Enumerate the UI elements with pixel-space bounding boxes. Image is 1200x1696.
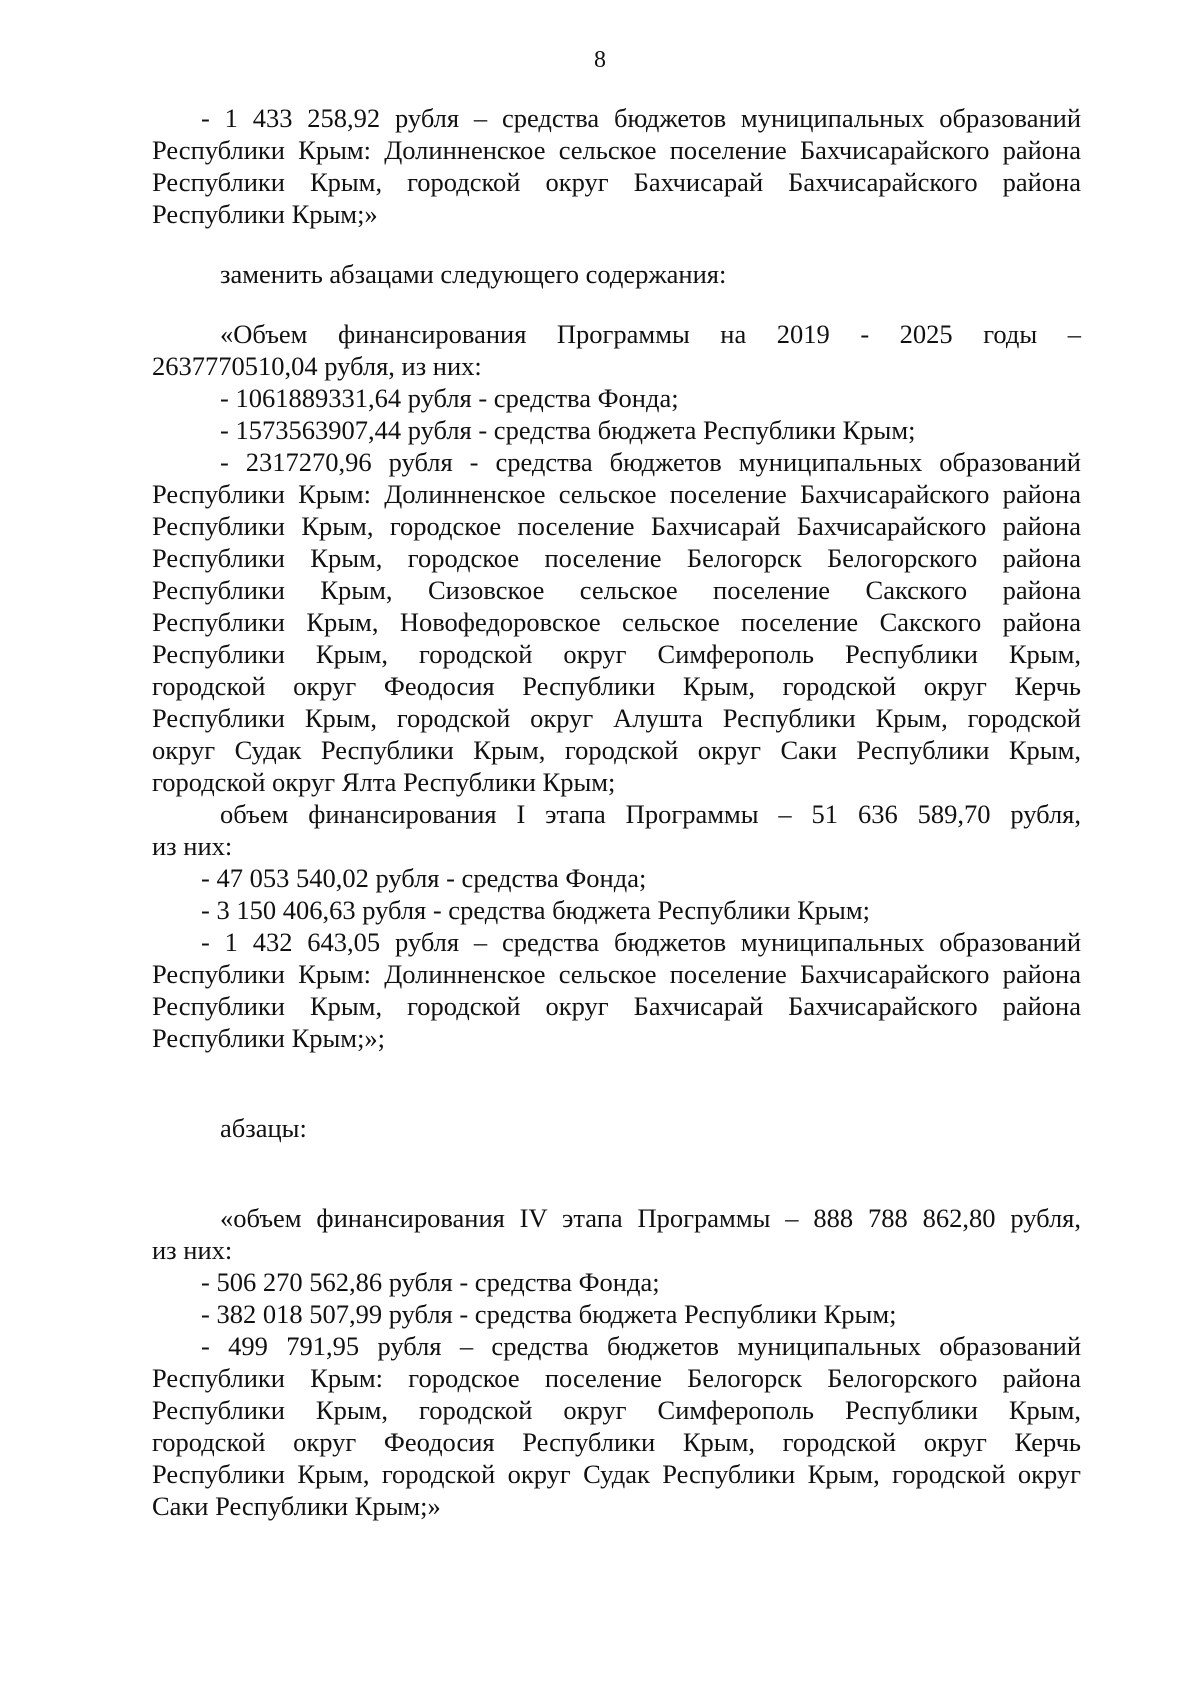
text-line: Республики Крым, Новофедоровское сельское поселение Сакского района [152, 607, 1081, 637]
text-line: Республики Крым, городской округ Бахчисарай Бахчисарайского района [152, 167, 1081, 197]
text-line: Республики Крым: Долинненское сельское поселение Бахчисарайского района [152, 959, 1081, 989]
page-number: 8 [594, 47, 606, 73]
text-line: Республики Крым: Долинненское сельское поселение Бахчисарайского района [152, 479, 1081, 509]
text-line: - 1061889331,64 рубля - средства Фонда; [220, 383, 679, 413]
text-line: Республики Крым, Сизовское сельское поселение Сакского района [152, 575, 1081, 605]
text-line: «Объем финансирования Программы на 2019 - 2025 годы – [220, 319, 1081, 349]
text-line: округ Судак Республики Крым, городской округ Саки Республики Крым, [152, 735, 1081, 765]
text-line: Республики Крым, городское поселение Белогорск Белогорского района [152, 543, 1081, 573]
text-line: - 1 433 258,92 рубля – средства бюджетов муниципальных образований [201, 103, 1081, 133]
text-line: городской округ Феодосия Республики Крым, городской округ Керчь [152, 1427, 1081, 1457]
text-line: Республики Крым, городской округ Бахчисарай Бахчисарайского района [152, 991, 1081, 1021]
text-line: из них: [152, 1235, 233, 1265]
text-line: Саки Республики Крым;» [152, 1491, 441, 1521]
text-line: Республики Крым: городское поселение Белогорск Белогорского района [152, 1363, 1081, 1393]
text-line: городской округ Ялта Республики Крым; [152, 767, 616, 797]
text-line: - 47 053 540,02 рубля - средства Фонда; [201, 863, 647, 893]
text-line: Республики Крым;»; [152, 1023, 386, 1053]
text-line: - 1 432 643,05 рубля – средства бюджетов муниципальных образований [201, 927, 1081, 957]
text-line: Республики Крым, городской округ Судак Республики Крым, городской округ [152, 1459, 1081, 1489]
text-line: - 499 791,95 рубля – средства бюджетов муниципальных образований [201, 1331, 1081, 1361]
text-line: - 382 018 507,99 рубля - средства бюджета Республики Крым; [201, 1299, 897, 1329]
text-line: 2637770510,04 рубля, из них: [152, 351, 482, 381]
text-line: - 1573563907,44 рубля - средства бюджета Республики Крым; [220, 415, 916, 445]
text-line: Республики Крым, городской округ Симферополь Республики Крым, [152, 639, 1081, 669]
text-line: заменить абзацами следующего содержания: [220, 259, 727, 289]
text-line: из них: [152, 831, 233, 861]
text-line: - 2317270,96 рубля - средства бюджетов муниципальных образований [220, 447, 1081, 477]
text-line: городской округ Феодосия Республики Крым, городской округ Керчь [152, 671, 1081, 701]
text-line: - 506 270 562,86 рубля - средства Фонда; [201, 1267, 660, 1297]
text-line: абзацы: [220, 1113, 307, 1143]
text-line: Республики Крым, городское поселение Бахчисарай Бахчисарайского района [152, 511, 1081, 541]
text-line: Республики Крым;» [152, 199, 378, 229]
text-line: Республики Крым: Долинненское сельское поселение Бахчисарайского района [152, 135, 1081, 165]
text-line: - 3 150 406,63 рубля - средства бюджета Республики Крым; [201, 895, 870, 925]
text-line: Республики Крым, городской округ Симферополь Республики Крым, [152, 1395, 1081, 1425]
text-line: Республики Крым, городской округ Алушта Республики Крым, городской [152, 703, 1081, 733]
text-line: «объем финансирования IV этапа Программы – 888 788 862,80 рубля, [220, 1203, 1081, 1233]
text-line: объем финансирования I этапа Программы – 51 636 589,70 рубля, [220, 799, 1081, 829]
